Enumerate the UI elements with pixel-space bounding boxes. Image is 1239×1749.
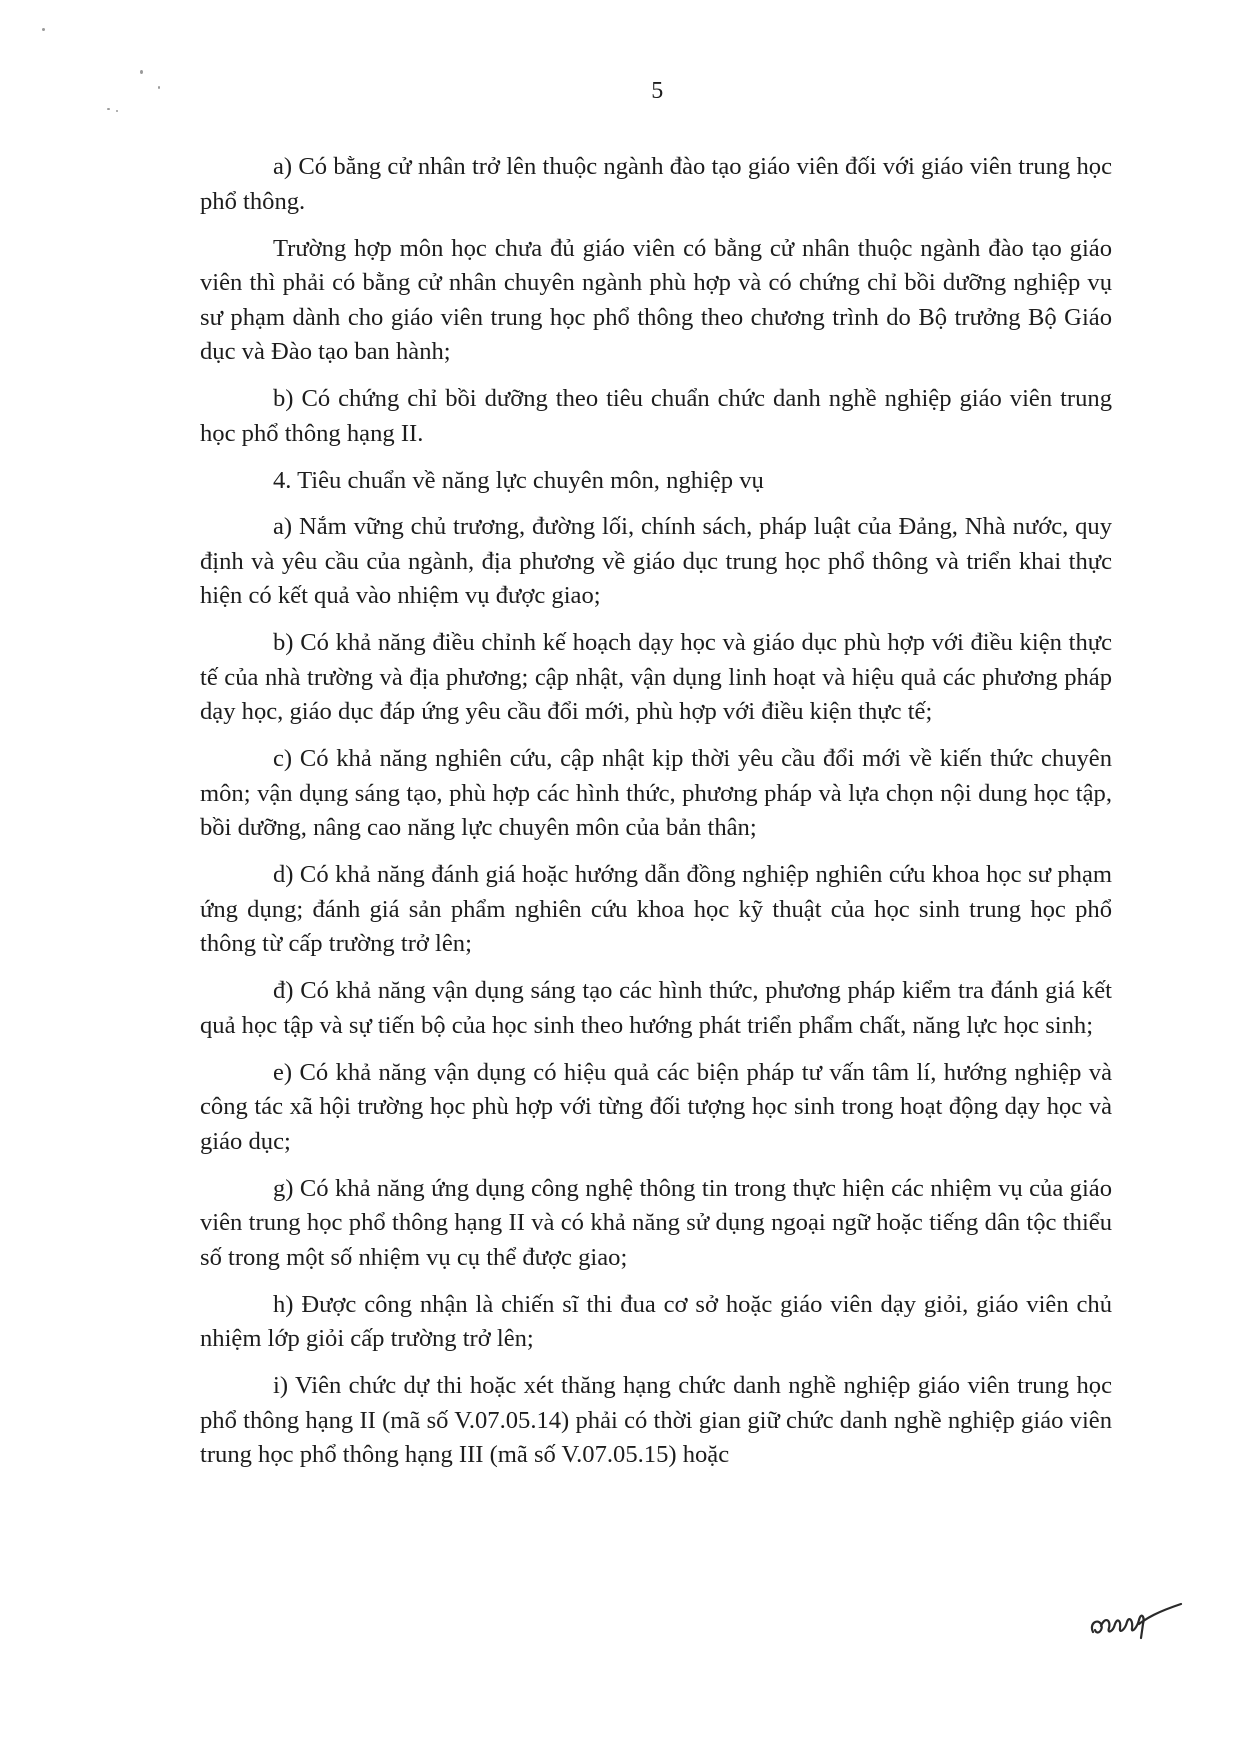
paragraph-e-counseling: e) Có khả năng vận dụng có hiệu quả các biện pháp tư vấn tâm lí, hướng nghiệp và công tác xã hội trường học phù hợp với từng đối tượng học sinh trong hoạt động dạy học và giáo dục; bbox=[200, 1058, 1112, 1155]
paragraph-dd-assessment: đ) Có khả năng vận dụng sáng tạo các hình thức, phương pháp kiểm tra đánh giá kết quả học tập và sự tiến bộ của học sinh theo hướng phát triển phẩm chất, năng lực học sinh; bbox=[200, 977, 1112, 1039]
document-body bbox=[200, 150, 1112, 1485]
section-heading-competency: 4. Tiêu chuẩn về năng lực chuyên môn, nghiệp vụ bbox=[273, 466, 764, 494]
paragraph-a-policy: a) Nắm vững chủ trương, đường lối, chính sách, pháp luật của Đảng, Nhà nước, quy định và yêu cầu của ngành, địa phương về giáo dục trung học phổ thông và triển khai thực hiện có kết quả vào nhiệm vụ được giao; bbox=[200, 513, 1112, 609]
paragraph-b-certificate: b) Có chứng chỉ bồi dưỡng theo tiêu chuẩn chức danh nghề nghiệp giáo viên trung học phổ thông hạng II. bbox=[200, 385, 1112, 447]
paragraph-g-it-skills: g) Có khả năng ứng dụng công nghệ thông tin trong thực hiện các nhiệm vụ của giáo viên trung học phổ thông hạng II và có khả năng sử dụng ngoại ngữ hoặc tiếng dân tộc thiểu số trong một số nhiệm vụ cụ thể được giao; bbox=[200, 1174, 1112, 1271]
initials-signature-icon bbox=[1085, 1598, 1185, 1648]
paragraph-a-degree: a) Có bằng cử nhân trở lên thuộc ngành đào tạo giáo viên đối với giáo viên trung học phổ thông. bbox=[200, 153, 1112, 215]
paragraph-h-recognition: h) Được công nhận là chiến sĩ thi đua cơ sở hoặc giáo viên dạy giỏi, giáo viên chủ nhiệm lớp giỏi cấp trường trở lên; bbox=[200, 1290, 1112, 1352]
page-number: 5 bbox=[651, 78, 664, 104]
scan-speck bbox=[116, 110, 118, 112]
paragraph-d-evaluation: d) Có khả năng đánh giá hoặc hướng dẫn đồng nghiệp nghiên cứu khoa học sư phạm ứng dụng; đánh giá sản phẩm nghiên cứu khoa học kỹ thuật của học sinh trung học phổ thông từ cấp trường trở lên; bbox=[200, 861, 1112, 957]
scan-speck bbox=[140, 70, 143, 74]
paragraph-insufficient-teachers: Trường hợp môn học chưa đủ giáo viên có bằng cử nhân thuộc ngành đào tạo giáo viên thì phải có bằng cử nhân chuyên ngành phù hợp và có chứng chỉ bồi dưỡng nghiệp vụ sư phạm dành cho giáo viên trung học phổ thông theo chương trình do Bộ trưởng Bộ Giáo dục và Đào tạo ban hành; bbox=[200, 234, 1112, 365]
paragraph-c-research: c) Có khả năng nghiên cứu, cập nhật kịp thời yêu cầu đổi mới về kiến thức chuyên môn; vận dụng sáng tạo, phù hợp các hình thức, phương pháp và lựa chọn nội dung học tập, bồi dưỡng, nâng cao năng lực chuyên môn của bản thân; bbox=[200, 745, 1112, 841]
scan-speck bbox=[42, 28, 45, 31]
paragraph-b-planning: b) Có khả năng điều chỉnh kế hoạch dạy học và giáo dục phù hợp với điều kiện thực tế của nhà trường và địa phương; cập nhật, vận dụng linh hoạt và hiệu quả các phương pháp dạy học, giáo dục đáp ứng yêu cầu đổi mới, phù hợp với điều kiện thực tế; bbox=[200, 629, 1112, 725]
scan-speck bbox=[107, 108, 110, 110]
paragraph-i-promotion: i) Viên chức dự thi hoặc xét thăng hạng chức danh nghề nghiệp giáo viên trung học phổ thông hạng II (mã số V.07.05.14) phải có thời gian giữ chức danh nghề nghiệp giáo viên trung học phổ thông hạng III (mã số V.07.05.15) hoặc bbox=[200, 1372, 1112, 1468]
